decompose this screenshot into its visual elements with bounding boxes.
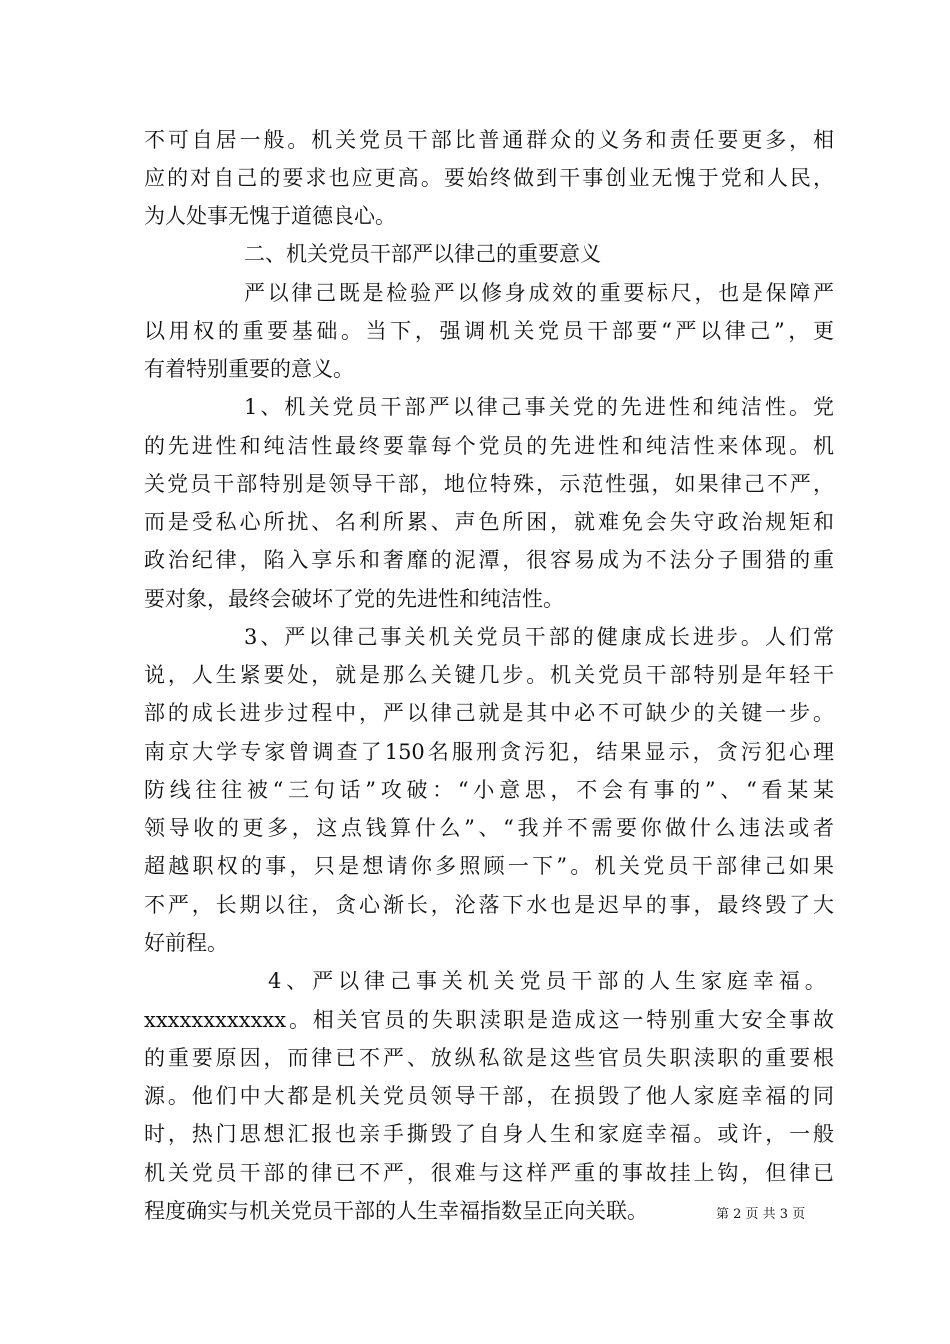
paragraph-line: 不可自居一般。机关党员干部比普通群众的义务和责任要更多，相 bbox=[144, 128, 834, 152]
paragraph-line: 严以律己既是检验严以修身成效的重要标尺，也是保障严 bbox=[244, 281, 834, 305]
paragraph-line: 超越职权的事，只是想请你多照顾一下”。机关党员干部律己如果 bbox=[144, 854, 834, 878]
paragraph-line: 以用权的重要基础。当下，强调机关党员干部要“严以律己”，更 bbox=[144, 319, 834, 343]
paragraph-line: 机关党员干部的律已不严，很难与这样严重的事故挂上钩，但律已 bbox=[144, 1161, 834, 1185]
paragraph-line: 时，热门思想汇报也亲手撕毁了自身人生和家庭幸福。或许，一般 bbox=[144, 1122, 834, 1146]
paragraph-line: 为人处事无愧于道德良心。 bbox=[144, 204, 396, 228]
paragraph-line: 的重要原因，而律已不严、放纵私欲是这些官员失职渎职的重要根 bbox=[144, 1046, 834, 1070]
paragraph-line: 3、严以律己事关机关党员干部的健康成长进步。人们常 bbox=[244, 625, 834, 649]
paragraph-line: 的先进性和纯洁性最终要靠每个党员的先进性和纯洁性来体现。机 bbox=[144, 434, 834, 458]
paragraph-line: 政治纪律，陷入享乐和奢靡的泥潭，很容易成为不法分子围猎的重 bbox=[144, 548, 834, 572]
paragraph-line: 关党员干部特别是领导干部，地位特殊，示范性强，如果律己不严， bbox=[144, 472, 834, 496]
paragraph-line: xxxxxxxxxxxx。相关官员的失职渎职是造成这一特别重大安全事故 bbox=[144, 1008, 834, 1032]
paragraph-line: 要对象，最终会破坏了党的先进性和纯洁性。 bbox=[144, 587, 564, 611]
page-number: 第 2 页 共 3 页 bbox=[716, 1207, 806, 1222]
paragraph-line: 源。他们中大都是机关党员领导干部，在损毁了他人家庭幸福的同 bbox=[144, 1084, 834, 1108]
paragraph-line: 不严，长期以往，贪心渐长，沦落下水也是迟早的事，最终毁了大 bbox=[144, 893, 834, 917]
paragraph-line: 领导收的更多，这点钱算什么”、“我并不需要你做什么违法或者 bbox=[144, 816, 834, 840]
paragraph-line: 程度确实与机关党员干部的人生幸福指数呈正向关联。 bbox=[144, 1199, 648, 1223]
paragraph-line: 南京大学专家曾调查了150名服刑贪污犯，结果显示，贪污犯心理 bbox=[144, 740, 834, 764]
paragraph-line: 4、严以律己事关机关党员干部的人生家庭幸福。 bbox=[268, 969, 828, 993]
section-heading: 二、机关党员干部严以律己的重要意义 bbox=[244, 242, 601, 266]
paragraph-line: 说，人生紧要处，就是那么关键几步。机关党员干部特别是年轻干 bbox=[144, 663, 834, 687]
paragraph-line: 好前程。 bbox=[144, 931, 228, 955]
paragraph-line: 应的对自己的要求也应更高。要始终做到干事创业无愧于党和人民， bbox=[144, 166, 834, 190]
paragraph-line: 1、机关党员干部严以律己事关党的先进性和纯洁性。党 bbox=[244, 395, 834, 419]
paragraph-line: 有着特别重要的意义。 bbox=[144, 357, 354, 381]
paragraph-line: 而是受私心所扰、名利所累、声色所困，就难免会失守政治规矩和 bbox=[144, 510, 834, 534]
paragraph-line: 防线往往被“三句话”攻破：“小意思，不会有事的”、“看某某 bbox=[144, 778, 834, 802]
paragraph-line: 部的成长进步过程中，严以律己就是其中必不可缺少的关键一步。 bbox=[144, 701, 834, 725]
